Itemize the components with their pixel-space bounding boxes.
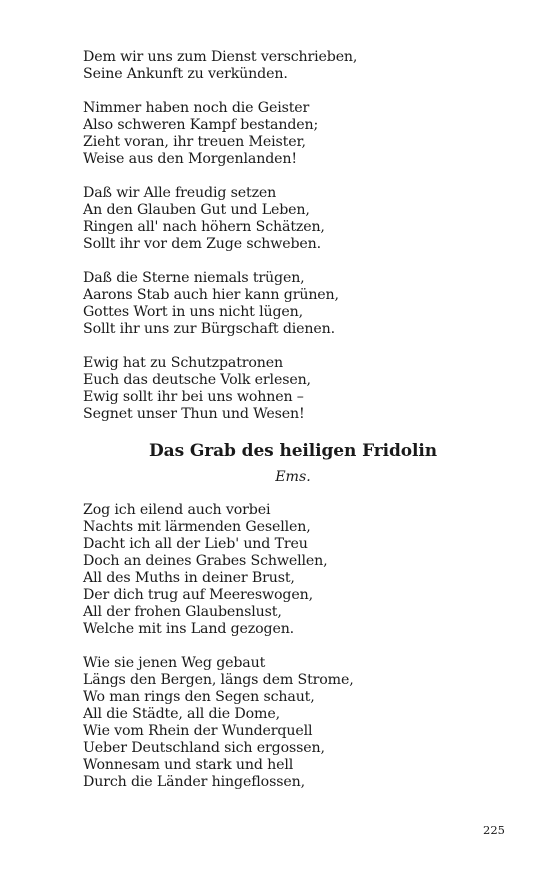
stanza [83,185,503,253]
stanza [83,655,503,791]
verse-line: Durch die Länder hingeflossen, [83,774,305,790]
verse-line: Wie sie jenen Weg gebaut [83,655,266,671]
stanza [83,270,503,338]
verse-line: Welche mit ins Land gezogen. [83,621,295,637]
verse-line: Der dich trug auf Meereswogen, [83,587,313,603]
verse-line: Daß die Sterne niemals trügen, [83,270,305,286]
verse-line: Daß wir Alle freudig setzen [83,185,277,201]
verse-line: All des Muths in deiner Brust, [83,570,295,586]
verse-line: An den Glauben Gut und Leben, [83,202,310,218]
verse-line: Wo man rings den Segen schaut, [83,689,315,705]
verse-line: Also schweren Kampf bestanden; [83,117,319,133]
stanza [83,502,503,638]
poem-place: Ems. [275,469,311,485]
verse-line: Seine Ankunft zu verkünden. [83,66,288,82]
verse-line: Euch das deutsche Volk erlesen, [83,372,311,388]
verse-line: Segnet unser Thun und Wesen! [83,406,305,422]
verse-line: Ewig sollt ihr bei uns wohnen – [83,389,304,405]
poem-continuation [83,49,503,423]
page-text [83,49,503,808]
poem-title: Das Grab des heiligen Fridolin [149,441,437,461]
verse-line: Weise aus den Morgenlanden! [83,151,297,167]
verse-line: Ewig hat zu Schutzpatronen [83,355,284,371]
stanza [83,355,503,423]
verse-line: Wonnesam und stark und hell [83,757,294,773]
page-number: 225 [483,823,505,837]
verse-line: Sollt ihr uns zur Bürgschaft dienen. [83,321,335,337]
verse-line: Ueber Deutschland sich ergossen, [83,740,325,756]
verse-line: Zog ich eilend auch vorbei [83,502,271,518]
verse-line: Zieht voran, ihr treuen Meister, [83,134,306,150]
verse-line: All die Städte, all die Dome, [83,706,280,722]
verse-line: All der frohen Glaubenslust, [83,604,282,620]
stanza [83,49,503,83]
verse-line: Dacht ich all der Lieb' und Treu [83,536,308,552]
verse-line: Dem wir uns zum Dienst verschrieben, [83,49,358,65]
verse-line: Sollt ihr vor dem Zuge schweben. [83,236,322,252]
stanza [83,100,503,168]
verse-line: Aarons Stab auch hier kann grünen, [83,287,339,303]
verse-line: Wie vom Rhein der Wunderquell [83,723,313,739]
verse-line: Längs den Bergen, längs dem Strome, [83,672,354,688]
verse-line: Nachts mit lärmenden Gesellen, [83,519,311,535]
verse-line: Doch an deines Grabes Schwellen, [83,553,328,569]
verse-line: Gottes Wort in uns nicht lügen, [83,304,303,320]
verse-line: Ringen all' nach höhern Schätzen, [83,219,325,235]
poem [83,440,503,791]
verse-line: Nimmer haben noch die Geister [83,100,310,116]
